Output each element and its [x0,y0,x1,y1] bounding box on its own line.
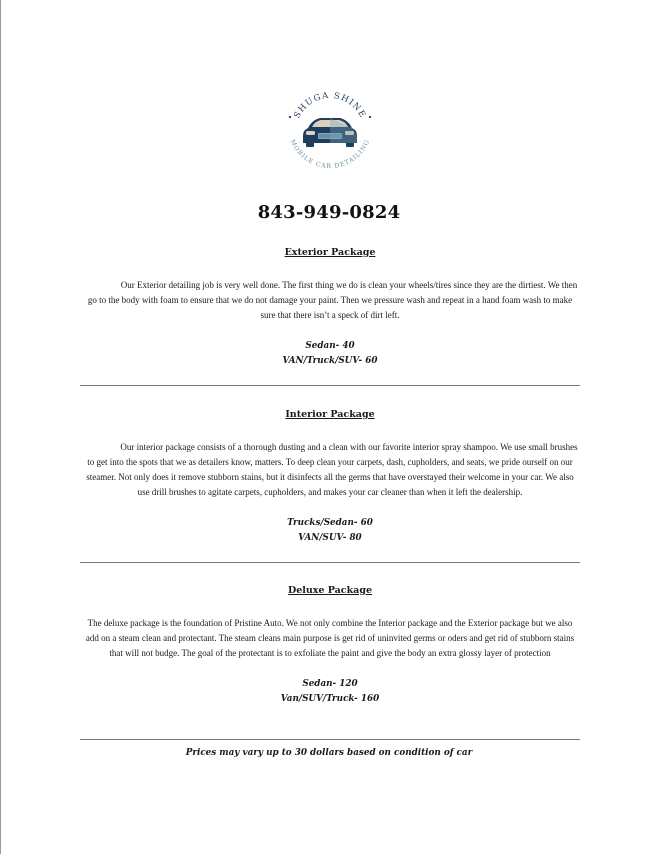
exterior-package-title: Exterior Package [284,247,376,258]
exterior-package-description: Our Exterior detailing job is very well done. The first thing we do is clean your wheels/tires since they are the dirtiest. We then go to the body with foam to ensure that we do not damage your paint. Then we pressure wash and repeat in a hand foam wash to make sure that there isn’t a speck of dirt left. [87,280,578,320]
interior-package-description: Our interior package consists of a thorough dusting and a clean with our favorite interior spray shampoo. We use small brushes to get into the spots that we as detailers know, matters. To deep clean your carpets, dash, cupholders, and seats, we pride ourself on our steamer. Not only does it remove stubborn stains, but it disinfects all the germs that have overstayed their welcome in your car. We also use drill brushes to agitate carpets, cupholders, and makes your car cleaner than when it left the dealership. [86,442,578,497]
divider-2 [80,562,580,563]
deluxe-package-prices [80,677,580,707]
interior-package-prices [80,516,580,546]
divider-3 [80,739,580,740]
price-variance-note: Prices may vary up to 30 dollars based on condition of car [185,748,473,758]
exterior-package-prices [80,339,580,369]
interior-package-section [80,408,580,546]
brand-logo [278,80,382,184]
deluxe-package-description: The deluxe package is the foundation of Pristine Auto. We not only combine the Interior package and the Exterior package but we also add on a steam clean and protectant. The steam cleans main purpose is get rid of uninvited germs or oders and get rid of stubborn stains that will not budge. The goal of the protectant is to exfoliate the paint and give the body an extra glossy layer of protection [85,618,575,658]
exterior-price-sedan: Sedan- 40 [305,341,355,351]
logo-dot-left [289,116,291,118]
car-icon [303,118,357,147]
exterior-price-van-truck-suv: VAN/Truck/SUV- 60 [282,356,378,366]
deluxe-package-title: Deluxe Package [287,585,373,596]
logo-brand-bottom-text: MOBILE CAR DETAILING [288,138,372,171]
logo-brand-top-text: SHUGA SHINE [292,90,368,121]
deluxe-package-section [80,584,580,707]
divider-1 [80,385,580,386]
interior-package-title: Interior Package [285,409,375,420]
interior-price-van-suv: VAN/SUV- 80 [298,533,362,543]
page-edge [0,0,1,854]
deluxe-price-van-suv-truck: Van/SUV/Truck- 160 [280,694,380,704]
interior-price-trucks-sedan: Trucks/Sedan- 60 [287,518,373,528]
exterior-package-section [80,246,580,369]
logo-dot-right [369,116,371,118]
phone-number: 843-949-0824 [257,202,401,223]
deluxe-price-sedan: Sedan- 120 [302,679,358,689]
